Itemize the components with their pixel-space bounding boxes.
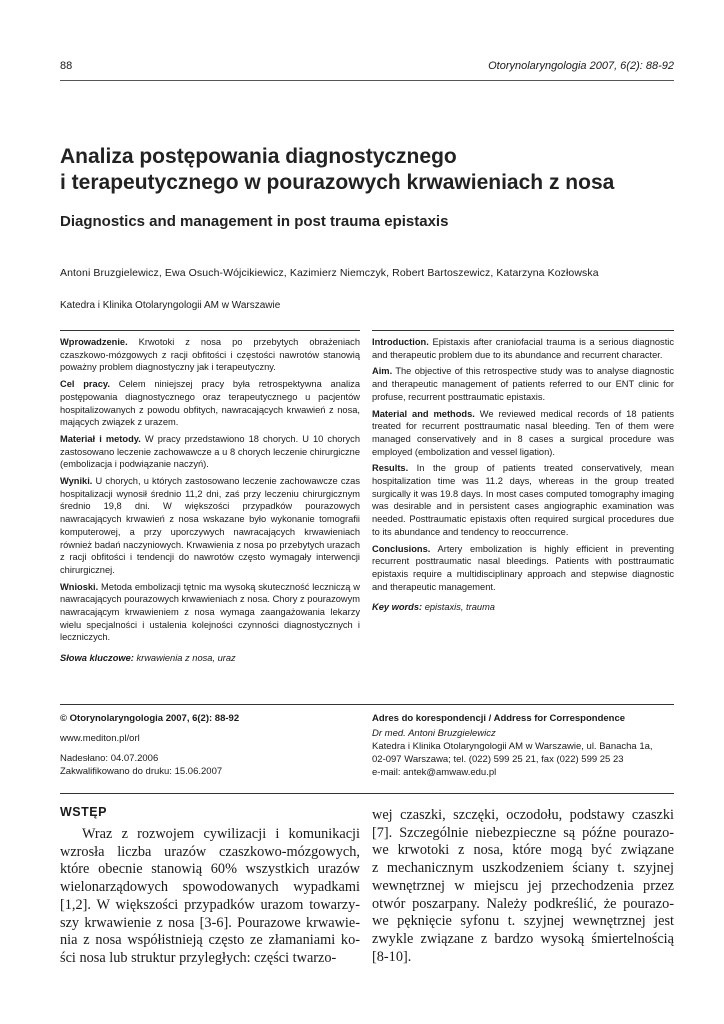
abstract-en-conclusions bbox=[372, 543, 674, 594]
text-line: które obecnie stanowią 60% wszystkich urazów bbox=[60, 861, 360, 878]
label: Results. bbox=[372, 463, 409, 474]
text: epistaxis, trauma bbox=[422, 602, 495, 613]
publication-info bbox=[60, 712, 360, 778]
text-line: wzrosła liczba urazów czaszkowo-mózgowych, bbox=[60, 843, 360, 860]
text-line: wej czaszki, szczęki, oczodołu, podstawy czaszki bbox=[372, 807, 674, 823]
abstract-en-results bbox=[372, 462, 674, 538]
label: Wyniki. bbox=[60, 476, 93, 487]
abstract-en-methods bbox=[372, 408, 674, 459]
text-line: wielonarządowych spowodowanych wypadkami bbox=[60, 879, 360, 896]
correspondence-name: Dr med. Antoni Bruzgielewicz bbox=[372, 728, 496, 739]
title-line-2: i terapeutycznego w pourazowych krwawieniach z nosa bbox=[60, 171, 615, 194]
label: Cel pracy. bbox=[60, 379, 110, 390]
text: The objective of this retrospective study was to analyse diagnostic and therapeutic management of patients referred to our ENT clinic for profuse, recurrent posttraumatic epistaxis. bbox=[372, 366, 674, 402]
article-title bbox=[60, 144, 680, 196]
text-line: z mechanicznym uszkodzeniem ściany t. szyjnej bbox=[372, 860, 674, 877]
article-subtitle: Diagnostics and management in post trauma epistaxis bbox=[60, 213, 449, 230]
label: Introduction. bbox=[372, 337, 429, 347]
body-column-right bbox=[372, 807, 674, 966]
info-divider-bottom bbox=[60, 793, 674, 794]
label: Wprowadzenie. bbox=[60, 337, 128, 347]
received-date: Nadesłano: 04.07.2006 bbox=[60, 753, 159, 764]
label: Wnioski. bbox=[60, 581, 99, 592]
text-line: we pęknięcie syfonu t. szyjnej wewnętrznej jest bbox=[372, 913, 674, 930]
abstract-pl-results bbox=[60, 475, 360, 577]
copyright: © Otorynolaryngologia 2007, 6(2): 88-92 bbox=[60, 713, 240, 724]
correspondence-line-2: 02-097 Warszawa; tel. (022) 599 25 21, fax (022) 599 25 23 bbox=[372, 754, 624, 765]
correspondence-line-1: Katedra i Klinika Otolaryngologii AM w Warszawie, ul. Banacha 1a, bbox=[372, 741, 653, 752]
text-line: ści nosa lub struktur przyległych: części twarzo- bbox=[60, 949, 337, 966]
abstract-pl-aim bbox=[60, 378, 360, 429]
label: Conclusions. bbox=[372, 543, 431, 554]
text-line: [7]. Szczególnie niebezpieczne są późne pourazo- bbox=[372, 824, 674, 841]
abstract-pl-methods bbox=[60, 433, 360, 471]
text-line: nia z nosa współistnieją często ze złamaniami ko- bbox=[60, 932, 360, 949]
abstract-pl-keywords bbox=[60, 652, 360, 665]
text: Metoda embolizacji tętnic ma wysoką skuteczność leczniczą w nawracających pourazowych krwawieniach z nosa. Chory z pourazowym nawracającym krwawieniem z nosa wymaga zaangażowania lekarzy wielu specjalności i ustalenia kolejności czynności diagnostycznych i leczniczych. bbox=[60, 581, 360, 643]
text-line: wewnętrznej w miejscu jej przechodzenia przez bbox=[372, 877, 674, 894]
title-line-1: Analiza postępowania diagnostycznego bbox=[60, 145, 457, 168]
abstract-pl-rule bbox=[60, 330, 360, 331]
abstract-pl-intro bbox=[60, 336, 360, 374]
info-divider-top bbox=[60, 704, 674, 705]
abstract-en-aim bbox=[372, 365, 674, 403]
correspondence-email[interactable]: e-mail: antek@amwaw.edu.pl bbox=[372, 767, 497, 778]
authors: Antoni Bruzgielewicz, Ewa Osuch-Wójcikiewicz, Kazimierz Niemczyk, Robert Bartoszewicz, Katarzyna Kozłowska bbox=[60, 267, 599, 279]
label: Material and methods. bbox=[372, 408, 475, 419]
correspondence-heading: Adres do korespondencji / Address for Correspondence bbox=[372, 713, 626, 724]
abstract-en-rule bbox=[372, 330, 674, 331]
text: Artery embolization is highly efficient in preventing recurrent posttraumatic nasal bleedings. Patients with posttraumatic epistaxis require a multidisciplinary approach and stepwise diagnostic and therapeutic management. bbox=[372, 543, 674, 592]
header-divider bbox=[60, 80, 674, 81]
accepted-date: Zakwalifikowano do druku: 15.06.2007 bbox=[60, 766, 223, 777]
journal-reference: Otorynolaryngologia 2007, 6(2): 88-92 bbox=[488, 60, 674, 72]
text-line: [8-10]. bbox=[372, 948, 412, 965]
label: Materiał i metody. bbox=[60, 433, 141, 444]
text-line: we krwotoki z nosa, które mogą być związane bbox=[372, 842, 674, 859]
text: In the group of patients treated conservatively, mean hospitalization time was 11.2 days, whereas in the group treated surgically it was 19.8 days. In most cases computed tomography imaging was desirable and in persistent cases angiographic examination was needed. Posttraumatic epistaxis often required surgical procedures due to its abundance and tendency to reoccurrence. bbox=[372, 463, 674, 537]
text: Epistaxis after craniofacial trauma is a serious diagnostic and therapeutic problem due to its abundance and recurrent character. bbox=[372, 337, 674, 360]
text-line: otwór poszarpany. Należy podkreślić, że pourazo- bbox=[372, 895, 674, 912]
text-line: [1,2]. W większości przypadków urazom towarzy- bbox=[60, 896, 360, 913]
abstract-polish bbox=[60, 336, 360, 669]
text-line: zwykle związane z bardzo wysoką śmiertelnością bbox=[372, 930, 674, 947]
label: Aim. bbox=[372, 366, 393, 377]
text: krwawienia z nosa, uraz bbox=[133, 653, 236, 664]
abstract-pl-conclusions bbox=[60, 581, 360, 645]
abstract-en-keywords bbox=[372, 601, 674, 614]
text: Krwotoki z nosa po przebytych obrażeniach czaszkowo-mózgowych z racji obfitości i częstości nawrotów stanowią poważny problem diagnostyczny jak i terapeutyczny. bbox=[60, 337, 360, 373]
page-number: 88 bbox=[60, 60, 73, 72]
text: We reviewed medical records of 18 patients treated for recurrent posttraumatic nasal bleeding. Ten of them were managed conservatively and in 8 cases a surgical procedure was employed (embolization and vessel ligation). bbox=[372, 408, 674, 457]
text: Celem niniejszej pracy była retrospektywna analiza postępowania diagnostycznego oraz terapeutycznego u pacjentów hospitalizowanych z powodu obfitych, nawracających krwawień z nosa, mających związek z urazem. bbox=[60, 379, 360, 428]
label: Key words: bbox=[372, 602, 423, 613]
website-link[interactable]: www.mediton.pl/orl bbox=[60, 733, 140, 744]
department: Katedra i Klinika Otolaryngologii AM w Warszawie bbox=[60, 300, 281, 311]
correspondence bbox=[372, 712, 677, 779]
text-line: Wraz z rozwojem cywilizacji i komunikacji bbox=[82, 826, 360, 842]
text-line: szy krwawienie z nosa [3-6]. Pourazowe krwawie- bbox=[60, 914, 360, 931]
body-column-left bbox=[60, 826, 360, 968]
abstract-english bbox=[372, 336, 674, 618]
label: Słowa kluczowe: bbox=[60, 653, 134, 664]
text: W pracy przedstawiono 18 chorych. U 10 chorych zastosowano leczenie zachowawcze a u 8 chorych leczenie chirurgiczne (embolizacja i podwiązanie naczyń). bbox=[60, 433, 360, 470]
section-heading: WSTĘP bbox=[60, 805, 107, 819]
text: U chorych, u których zastosowano leczenie zachowawcze czas hospitalizacji wynosił średnio 11,2 dni, zaś przy leczeniu chirurgicznym średnio 19,8 dni. W większości przypadków pourazowych nawracających krwawień z nosa wskazane było wykonanie tomografii komputerowej, a przy uporczywych nawracających krwawieniach również badań naczyniowych. Krwawienia z nosa po przebytych urazach z racji obfitości i tendencji do nawrotów często wymagały interwencji chirurgicznej. bbox=[60, 476, 360, 575]
abstract-en-intro bbox=[372, 336, 674, 361]
